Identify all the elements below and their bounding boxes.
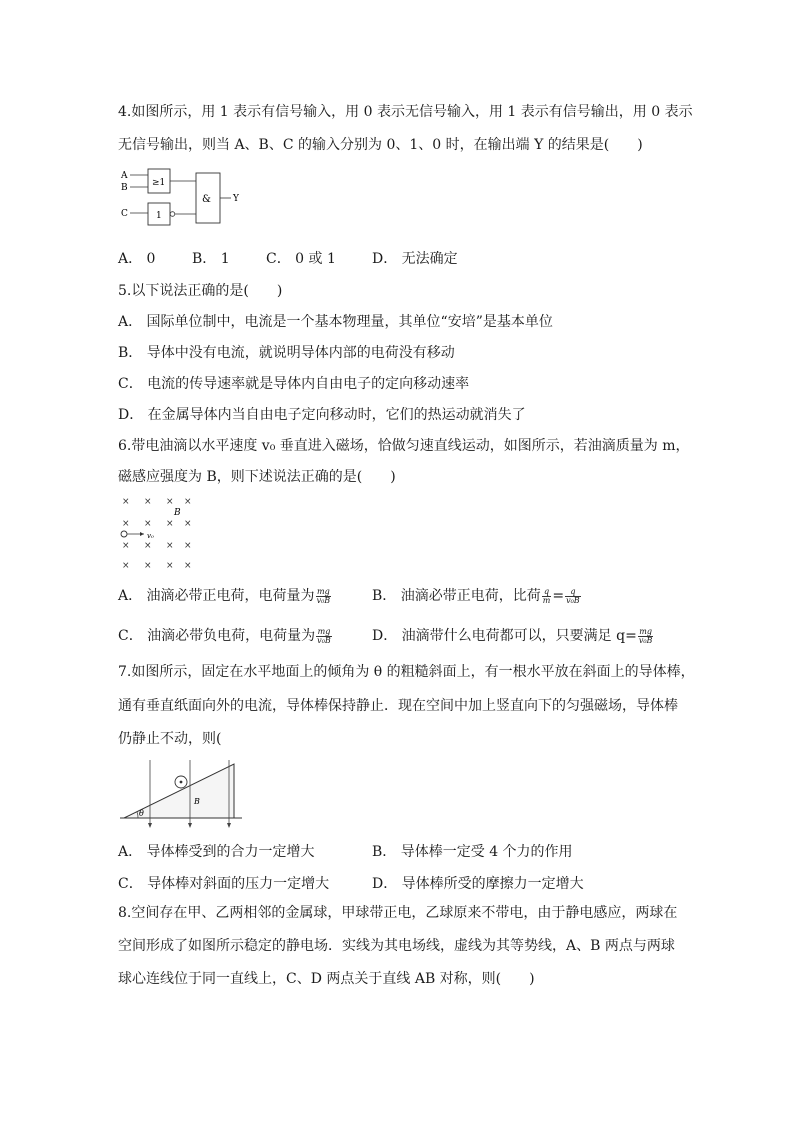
q4-option-a: A． 0 bbox=[118, 251, 156, 267]
q4-option-b: B． 1 bbox=[192, 251, 230, 267]
svg-text:×: × bbox=[144, 541, 152, 551]
q8-stem-line1: 8.空间存在甲、乙两相邻的金属球，甲球带正电，乙球原来不带电，由于静电感应，两球在 bbox=[118, 905, 678, 921]
q5-option-a: A． 国际单位制中，电流是一个基本物理量，其单位“安培”是基本单位 bbox=[118, 314, 553, 330]
q7-option-a: A． 导体棒受到的合力一定增大 bbox=[118, 844, 315, 860]
q7-stem-line1: 7.如图所示，固定在水平地面上的倾角为 θ 的粗糙斜面上，有一根水平放在斜面上的导体棒， bbox=[118, 664, 695, 680]
svg-text:×: × bbox=[122, 561, 130, 570]
svg-text:×: × bbox=[184, 497, 192, 507]
q4-option-d: D． 无法确定 bbox=[372, 251, 458, 267]
svg-text:×: × bbox=[122, 519, 130, 529]
magnetic-field-diagram bbox=[118, 494, 198, 570]
output-y-label: Y bbox=[233, 194, 239, 204]
svg-text:×: × bbox=[122, 497, 130, 507]
q7-option-d: D． 导体棒所受的摩擦力一定增大 bbox=[372, 876, 584, 892]
logic-gate-diagram bbox=[118, 165, 248, 227]
q8-stem-line2: 空间形成了如图所示稳定的静电场．实线为其电场线，虚线为其等势线，A、B 两点与两球 bbox=[118, 938, 675, 954]
q6-option-a: A． 油滴必带正电荷，电荷量为 $\frac{mg}{\text{v₀B}}$ bbox=[118, 586, 331, 605]
q7-option-c: C． 导体棒对斜面的压力一定增大 bbox=[118, 876, 330, 892]
q6-option-d: D． 油滴带什么电荷都可以，只要满足 q= $\frac{mg}{\text{v₀B}}$ bbox=[372, 626, 653, 645]
q6-option-c: C． 油滴必带负电荷，电荷量为 $\frac{mg}{\text{v₀B}}$ bbox=[118, 626, 331, 645]
svg-text:×: × bbox=[166, 541, 174, 551]
angle-theta-label: θ bbox=[139, 809, 144, 818]
svg-text:×: × bbox=[144, 519, 152, 529]
q5-option-c: C． 电流的传导速率就是导体内自由电子的定向移动速率 bbox=[118, 376, 470, 392]
q5-stem: 5.以下说法正确的是( ) bbox=[118, 283, 283, 299]
field-b-label: B bbox=[174, 508, 181, 518]
q6-option-b: B． 油滴必带正电荷，比荷 $\frac{q}{m}$ = $\frac{q}{\text{v₀B}}$ bbox=[372, 586, 580, 605]
svg-text:×: × bbox=[166, 561, 174, 570]
q8-stem-line3: 球心连线位于同一直线上，C、D 两点关于直线 AB 对称，则( ) bbox=[118, 971, 535, 987]
q7-option-b: B． 导体棒一定受 4 个力的作用 bbox=[372, 844, 573, 860]
oil-drop bbox=[121, 531, 127, 537]
q5-option-b: B． 导体中没有电流，就说明导体内部的电荷没有移动 bbox=[118, 345, 455, 361]
q4-stem-line2: 无信号输出，则当 A、B、C 的输入分别为 0、1、0 时，在输出端 Y 的结果是( ) bbox=[118, 137, 643, 153]
svg-text:×: × bbox=[184, 561, 192, 570]
velocity-label: v₀ bbox=[147, 532, 154, 540]
q7-stem-line2: 通有垂直纸面向外的电流，导体棒保持静止．现在空间中加上竖直向下的匀强磁场，导体棒 bbox=[118, 698, 678, 714]
not-gate-label: 1 bbox=[156, 211, 162, 221]
or-gate-label: ≥1 bbox=[152, 178, 166, 188]
incline-diagram bbox=[118, 760, 246, 832]
field-b-label-q7: B bbox=[194, 797, 200, 806]
svg-text:×: × bbox=[166, 519, 174, 529]
svg-text:×: × bbox=[184, 541, 192, 551]
svg-text:×: × bbox=[122, 541, 130, 551]
svg-text:×: × bbox=[144, 497, 152, 507]
q5-option-d: D． 在金属导体内当自由电子定向移动时，它们的热运动就消失了 bbox=[118, 407, 526, 423]
svg-text:×: × bbox=[144, 561, 152, 570]
q4-stem-line1: 4.如图所示，用 1 表示有信号输入，用 0 表示无信号输入，用 1 表示有信号输出，用 0 表示 bbox=[118, 104, 693, 120]
q6-stem-line1: 6.带电油滴以水平速度 v₀ 垂直进入磁场，恰做匀速直线运动，如图所示，若油滴质量为 m， bbox=[118, 438, 690, 454]
q7-stem-line3: 仍静止不动，则( bbox=[118, 731, 222, 747]
svg-text:×: × bbox=[166, 497, 174, 507]
q4-option-c: C． 0 或 1 bbox=[266, 251, 336, 267]
input-b-label: B bbox=[121, 183, 128, 193]
svg-text:×: × bbox=[184, 519, 192, 529]
input-c-label: C bbox=[121, 209, 128, 219]
and-gate-label: & bbox=[202, 194, 211, 205]
q6-stem-line2: 磁感应强度为 B，则下述说法正确的是( ) bbox=[118, 469, 396, 485]
input-a-label: A bbox=[121, 171, 128, 181]
